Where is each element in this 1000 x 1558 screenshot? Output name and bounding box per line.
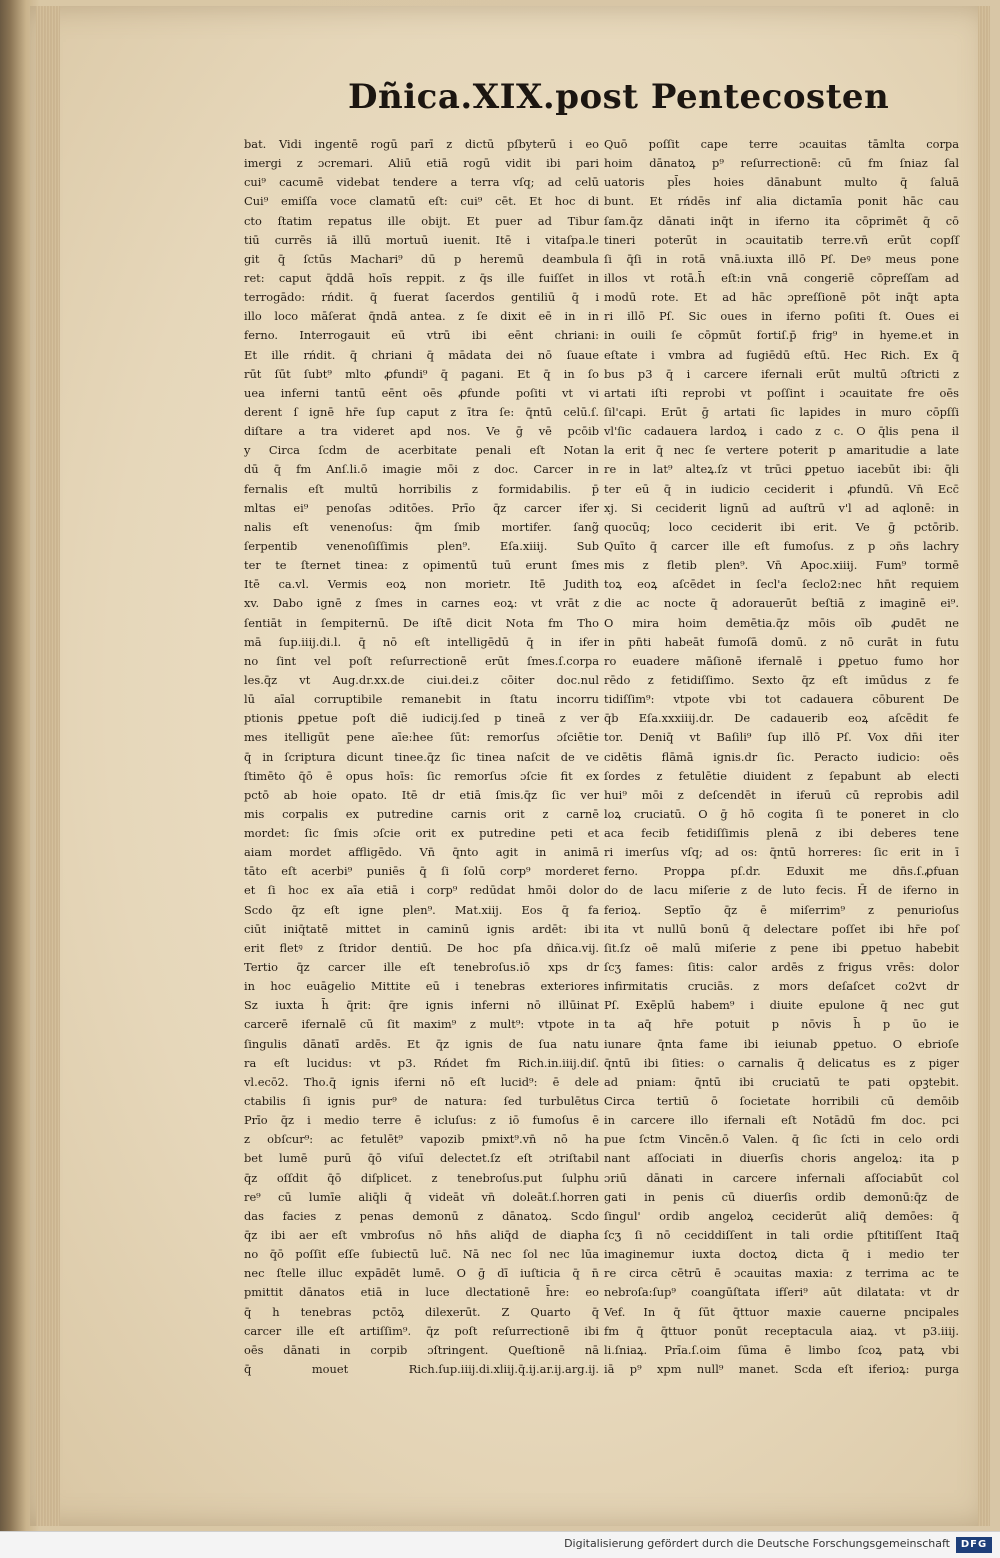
text-line: tineri poterūt in ɔcauitatib terre.vn̄ erūt copſſ	[604, 232, 959, 247]
text-line: pctō ab hoie opato. Itē dr etiā ſmis.q̄z ſic ver	[244, 787, 599, 802]
text-line: re in lat⁹ alteꝝ.ſz vt trūci ꝑpetuo iacebūt ibi: q̄li	[604, 462, 959, 477]
text-line: ɔriū dānati in carcere infernali aſſociabūt col	[604, 1170, 959, 1185]
text-line: ret: caput q̄ddā hoīs reppit. z q̄s ille fuiſſet in	[244, 270, 599, 285]
text-line: pmittit dānatos etiā in luce dlectationē h̄re: eo	[244, 1285, 599, 1300]
page-edge-left	[36, 6, 60, 1526]
text-line: ri illō Pſ. Sic oues in iferno poſiti ſt. Oues ei	[604, 309, 959, 324]
text-line: nec ſtelle illuc expādēt lumē. O ḡ dī iuſticia q̄ n̄	[244, 1266, 599, 1281]
text-line: erit fletꝰ z ſtridor dentiū. De hoc pſa dñica.vij.	[244, 940, 599, 955]
text-line: nant aſſociati in diuerſis choris angeloꝝ: ita p	[604, 1151, 959, 1166]
text-line: imergi z ɔcremari. Aliū etiā rogū vidit ibi pari	[244, 156, 599, 171]
text-line: in carcere illo ifernali eſt Notādū fm doc. pci	[604, 1113, 959, 1128]
text-line: ter eū q̄ in iudicio ceciderit i ꝓfundū. Vn̄ Ecc̄	[604, 481, 959, 496]
text-line: Sz iuxta h̄ q̄rit: q̄re ignis inferni nō illūinat	[244, 998, 599, 1013]
text-line: Cui⁹ emiſſa voce clamatū eſt: cui⁹ cēt. Et hoc di	[244, 194, 599, 209]
text-line: in pn̄ti habeāt fumoſā domū. z nō curāt in futu	[604, 634, 959, 649]
text-line: xj. Si ceciderit lignū ad auſtrū v'l ad aqlonē: in	[604, 500, 959, 515]
text-line: uatoris pl̄es hoies dānabunt multo q̄ ſaluā	[604, 175, 959, 190]
text-line: no ſint vel poſt reſurrectionē erūt ſmes.ſ.corpa	[244, 653, 599, 668]
text-line: fernalis eſt multū horribilis z formidabilis. p̄	[244, 481, 599, 496]
text-line: loꝝ cruciatū. O ḡ hō cogita ſi te poneret in clo	[604, 806, 959, 821]
text-line: do de lacu miſerie z de luto fecis. H̄ de iferno in	[604, 883, 959, 898]
text-line: illo loco māſerat q̄ndā antea. z ſe dixit eē in in	[244, 309, 599, 324]
text-line: in hoc euāgelio Mittite eū i tenebras exteriores	[244, 979, 599, 994]
text-line: ro euadere māſionē ifernalē i ꝑpetuo fumo hor	[604, 653, 959, 668]
text-line: fm q̄ q̄ttuor ponūt receptacula aiaꝝ. vt p3.iiij.	[604, 1323, 959, 1338]
text-line: illos vt rotā.h̄ eſt:in vnā congeriē cōpreſſam ad	[604, 270, 959, 285]
text-line: gati in penis cū diuerſis ordib demonū:q̄z de	[604, 1189, 959, 1204]
text-line: mis z fletib plen⁹. Vn̄ Apoc.xiiij. Fum⁹ tormē	[604, 558, 959, 573]
text-line: q̄b Eſa.xxxiiij.dr. De cadauerib eoꝝ aſcēdit fe	[604, 711, 959, 726]
text-line: nebroſa:ſup⁹ coangūſtata ifſeri⁹ aūt dilatata: vt dr	[604, 1285, 959, 1300]
text-line: infirmitatis cruciās. z mors deſaſcet co2vt dr	[604, 979, 959, 994]
text-line: re⁹ cū lumīe aliq̄li q̄ videāt vn̄ doleāt.ſ.horren	[244, 1189, 599, 1204]
page-edge-right	[978, 6, 990, 1526]
text-line: ſit.ſz oē malū miſerie z pene ibi ꝑpetuo habebit	[604, 940, 959, 955]
text-line: carcer ille eſt artiſſim⁹. q̄z poſt reſurrectionē ibi	[244, 1323, 599, 1338]
text-line: oēs dānati in corpib ɔſtringent. Queſtionē nā	[244, 1342, 599, 1357]
text-line: mes itelligūt pene aīe:hee ſūt: remorſus ɔſciētie	[244, 730, 599, 745]
text-line: mā ſup.iiij.di.l. q̄ nō eſt intelligēdū q̄ in ifer	[244, 634, 599, 649]
text-line: aiam mordet affligēdo. Vn̄ q̄nto agit in animā	[244, 845, 599, 860]
text-line: git q̄ ſctūs Machari⁹ dū p heremū deambula	[244, 251, 599, 266]
text-line: ſcʒ fames: ſitis: calor ardēs z frigus vrēs: dolor	[604, 960, 959, 975]
text-line: q̄z oſſdit q̄ō diſplicet. z tenebroſus.put ſulphu	[244, 1170, 599, 1185]
text-line: ſil'capi. Erūt ḡ artati ſic lapides in muro cōpſſi	[604, 404, 959, 419]
text-line: ferioꝝ. Septīo q̄z ē miſerrim⁹ z penurioſus	[604, 902, 959, 917]
text-line: dū q̄ fm Anſ.li.ō imagie mōi z doc. Carcer in	[244, 462, 599, 477]
text-line: q̄ in ſcriptura dicunt tinee.q̄z ſic tinea naſcit de ve	[244, 749, 599, 764]
text-line: tāto eſt acerbi⁹ puniēs q̄ ſi ſolū corp⁹ morderet	[244, 864, 599, 879]
right-text-column	[604, 135, 959, 1379]
text-line: cto ſtatim repatus ille obijt. Et puer ad Tibur	[244, 213, 599, 228]
text-line: uea inferni tantū eēnt oēs ꝓfunde poſiti vt vi	[244, 385, 599, 400]
text-line: hui⁹ mōi z deſcendēt in iferuū cū reprobis adil	[604, 787, 959, 802]
text-line: nalis eſt venenoſus: q̄m ſmib mortifer. ſang̃	[244, 519, 599, 534]
text-line: cui⁹ cacumē videbat tendere a terra vſq; ad celū	[244, 175, 599, 190]
text-line: terrogādo: rńdit. q̄ fuerat ſacerdos gentiliū q̄ i	[244, 290, 599, 305]
funding-credit: Digitalisierung gefördert durch die Deutsche Forschungsgemeinschaft	[564, 1537, 950, 1550]
text-line: la erit q̄ nec ſe vertere poterit p amaritudie a late	[604, 443, 959, 458]
text-line: carcerē ifernalē cū ſit maxim⁹ z mult⁹: vtpote in	[244, 1017, 599, 1032]
text-line: Prīo q̄z i medio terre ē icluſus: z iō fumoſus ē	[244, 1113, 599, 1128]
text-line: mltas ei⁹ penoſas ɔditōes. Prīo q̄z carcer ifer	[244, 500, 599, 515]
text-line: toꝝ eoꝝ aſcēdet in ſecl'a ſeclo2:nec hn̄t requiem	[604, 577, 959, 592]
text-line: lū aīal corruptibile remanebit in ſtatu incorru	[244, 692, 599, 707]
text-line: O mira hoim demētia.q̄z mōis oīb ꝓudēt ne	[604, 615, 959, 630]
text-line: ptionis ꝑpetue poſt diē iudicij.ſed p tineā z ver	[244, 711, 599, 726]
text-line: ter te ſternet tinea: z opimentū tuū erunt ſmes	[244, 558, 599, 573]
text-line: ad pniam: q̄ntū ibi cruciatū te pati opꝫtebit.	[604, 1074, 959, 1089]
text-line: y Circa ſcdm de acerbitate penali eſt Notan	[244, 443, 599, 458]
dfg-logo: DFG	[956, 1537, 992, 1553]
text-line: q̄z ibi aer eſt vmbroſus nō hn̄s aliq̄d de diapha	[244, 1228, 599, 1243]
text-line: derent ſ ignē hr̄e ſup caput z ītra ſe: q̄ntū celū.ſ.	[244, 404, 599, 419]
text-line: bunt. Et rńdēs inf alia dictamīa ponit hāc cau	[604, 194, 959, 209]
text-line: quocūq; loco ceciderit ibi erit. Ve ḡ pctōrib.	[604, 519, 959, 534]
footer-bar	[0, 1531, 1000, 1558]
text-line: iā p⁹ xpm null⁹ manet. Scda eſt iferioꝝ: purga	[604, 1362, 959, 1376]
text-line: Vef. In q̄ ſūt q̄ttuor maxie cauerne pncipales	[604, 1304, 959, 1319]
text-line: Pſ. Exēplū habem⁹ i diuite epulone q̄ nec gut	[604, 998, 959, 1013]
text-line: ſentiāt in ſempiternū. De iſtē dicit Nota fm Tho	[244, 615, 599, 630]
text-line: bat. Vidi ingentē rogū parī z dictū pſbyterū i eo	[244, 137, 599, 151]
text-line: artati iſti reprobi vt poſſint i ɔcauitate fre oēs	[604, 385, 959, 400]
text-line: no q̄ō poſſit eſſe ſubiectū luc̄. Nā nec ſol nec lūa	[244, 1247, 599, 1262]
text-line: cidētis flāmā ignis.dr ſic. Peracto iudicio: oēs	[604, 749, 959, 764]
text-line: ciūt iniq̄tatē mittet in caminū ignis ardēt: ibi	[244, 921, 599, 936]
text-line: Tertio q̄z carcer ille eſt tenebroſus.iō xps dr	[244, 960, 599, 975]
text-line: eſtate i vmbra ad fugiēdū eſtū. Hec Rich. Ex q̄	[604, 347, 959, 362]
text-line: ta aq̄ hr̄e potuit p nōvis h̄ p ūo ie	[604, 1017, 959, 1032]
text-line: die ac nocte q̄ adorauerūt beſtiā z imaginē ei⁹.	[604, 596, 959, 611]
text-line: ſcʒ ſi nō ceciddiſſent in tali ordie pſtitiſſent Itaq̄	[604, 1228, 959, 1243]
text-line: bet lumē purū q̄ō viſuī delectet.ſz eſt ɔtriſtabil	[244, 1151, 599, 1166]
text-line: rūt ſūt ſubt⁹ mlto ꝓfundi⁹ q̄ pagani. Et q̄ in ſo	[244, 366, 599, 381]
text-line: ſordes z fetulētie diuident z ſepabunt ab electi	[604, 768, 959, 783]
text-line: ra eſt lucidus: vt p3. Rńdet fm Rich.in.iiij.diſ.	[244, 1055, 599, 1070]
text-line: Quō poſſit cape terre ɔcauitas tāmlta corpa	[604, 137, 959, 151]
text-line: pue ſctm Vincēn.ō Valen. q̄ ſic ſcti in celo ordi	[604, 1132, 959, 1147]
text-line: ſingulis dānatī ardēs. Et q̄z ignis de ſua natu	[244, 1036, 599, 1051]
text-line: ctabilis ſi ignis pur⁹ de natura: ſed turbulētus	[244, 1094, 599, 1109]
text-line: hoim dānatoꝝ p⁹ reſurrectionē: cū fm ſniaz ſal	[604, 156, 959, 171]
text-line: Circa tertiū ō ſocietate horribili cū demōib	[604, 1094, 959, 1109]
text-line: vl'ſic cadauera lardoꝝ i cado z c. O q̄lis pena il	[604, 424, 959, 439]
text-line: z obſcur⁹: ac fetulēt⁹ vapozib pmixt⁹.vn̄ nō ha	[244, 1132, 599, 1147]
text-line: q̄ h tenebras pctōꝝ dilexerūt. Z Quarto q̄	[244, 1304, 599, 1319]
text-line: Quīto q̄ carcer ille eſt fumoſus. z p ɔn̄s lachry	[604, 538, 959, 553]
text-line: re circa cētrū ē ɔcauitas maxia: z terrima ac te	[604, 1266, 959, 1281]
text-line: ita vt nullū bonū q̄ delectare poſſet ibi hr̄e poſ	[604, 921, 959, 936]
text-line: ferno. Propꝑa pſ.dr. Eduxit me dn̄s.ſ.ꝓfuan	[604, 864, 959, 879]
text-line: q̄ntū ibi ſities: o carnalis q̄ delicatus es z piger	[604, 1055, 959, 1070]
text-line: li.ſniaꝝ. Prīa.ſ.oim ſūma ē limbo ſcoꝝ patꝝ vbi	[604, 1342, 959, 1357]
text-line: q̄ mouet Rich.ſup.iiij.di.xliij.q̄.ij.ar.ij.arg.ij.	[244, 1362, 599, 1376]
text-line: ſtimēto q̄ō ē opus hoīs: ſic remorſus ɔſcie fit ex	[244, 768, 599, 783]
text-line: ſi q̄ſi in rotā vnā.iuxta illō Pſ. Deꝰ meus pone	[604, 251, 959, 266]
text-line: modū rote. Et ad hāc ɔpreſſionē pōt inq̄t apta	[604, 290, 959, 305]
text-line: bus p3 q̄ i carcere ifernali erūt multū ɔſtricti z	[604, 366, 959, 381]
text-line: tor. Deniq̄ vt Baſili⁹ ſup illō Pſ. Vox dn̄i iter	[604, 730, 959, 745]
text-line: Scdo q̄z eſt igne plen⁹. Mat.xiij. Eos q̄ fa	[244, 902, 599, 917]
text-line: les.q̄z vt Aug.dr.xx.de ciui.dei.z cōiter doc.nul	[244, 672, 599, 687]
text-line: ferno. Interrogauit eū vtrū ibi eēnt chriani:	[244, 328, 599, 343]
text-line: vl.ecō2. Tho.q̄ ignis iferni nō eſt lucid⁹: ē dele	[244, 1074, 599, 1089]
text-line: ſerpentib venenoſiſſimis plen⁹. Eſa.xiiij. Sub	[244, 538, 599, 553]
running-head: Dñica.XIX.post Pentecosten	[348, 77, 890, 117]
text-line: aca fecib fetidiſſimis plenā z ibi deberes tene	[604, 826, 959, 841]
text-line: ſam.q̄z dānati inq̄t in iferno ita cōprimēt q̄ cō	[604, 213, 959, 228]
text-line: tidiſſim⁹: vtpote vbi tot cadauera cōburent De	[604, 692, 959, 707]
text-line: imaginemur iuxta doctoꝝ dicta q̄ i medio ter	[604, 1247, 959, 1262]
text-line: xv. Dabo ignē z ſmes in carnes eoꝝ: vt vrāt z	[244, 596, 599, 611]
left-text-column	[244, 135, 599, 1379]
text-line: diſtare a tra videret apd nos. Ve ḡ vē pcōib	[244, 424, 599, 439]
text-line: mis corpalis ex putredine carnis orit z carnē	[244, 806, 599, 821]
text-line: mordet: ſic ſmis ɔſcie orit ex putredine peti et	[244, 826, 599, 841]
text-line: ſingul' ordib angeloꝝ ceciderūt aliq̄ demōes: q̄	[604, 1208, 959, 1223]
text-line: tiū currēs iā illū mortuū iuenit. Itē i vitaſpa.le	[244, 232, 599, 247]
text-line: ri imerſus vſq; ad os: q̄ntū horreres: ſic erit in ī	[604, 845, 959, 860]
text-line: iunare q̄nta fame ibi ieiunab ꝑpetuo. O ebrioſe	[604, 1036, 959, 1051]
text-line: in ouili ſe cōpmūt fortiſ.p̄ frig⁹ in hyeme.et in	[604, 328, 959, 343]
text-line: Et ille rńdit. q̄ chriani q̄ mādata dei nō ſuaue	[244, 347, 599, 362]
text-line: Itē ca.vl. Vermis eoꝝ non morietr. Itē Judith	[244, 577, 599, 592]
text-line: rēdo z fetidiſſimo. Sexto q̄z eſt imūdus z fe	[604, 672, 959, 687]
text-line: et ſi hoc ex aīa etiā i corp⁹ redūdat hmōi dolor	[244, 883, 599, 898]
text-line: das facies z penas demonū z dānatoꝝ. Scdo	[244, 1208, 599, 1223]
